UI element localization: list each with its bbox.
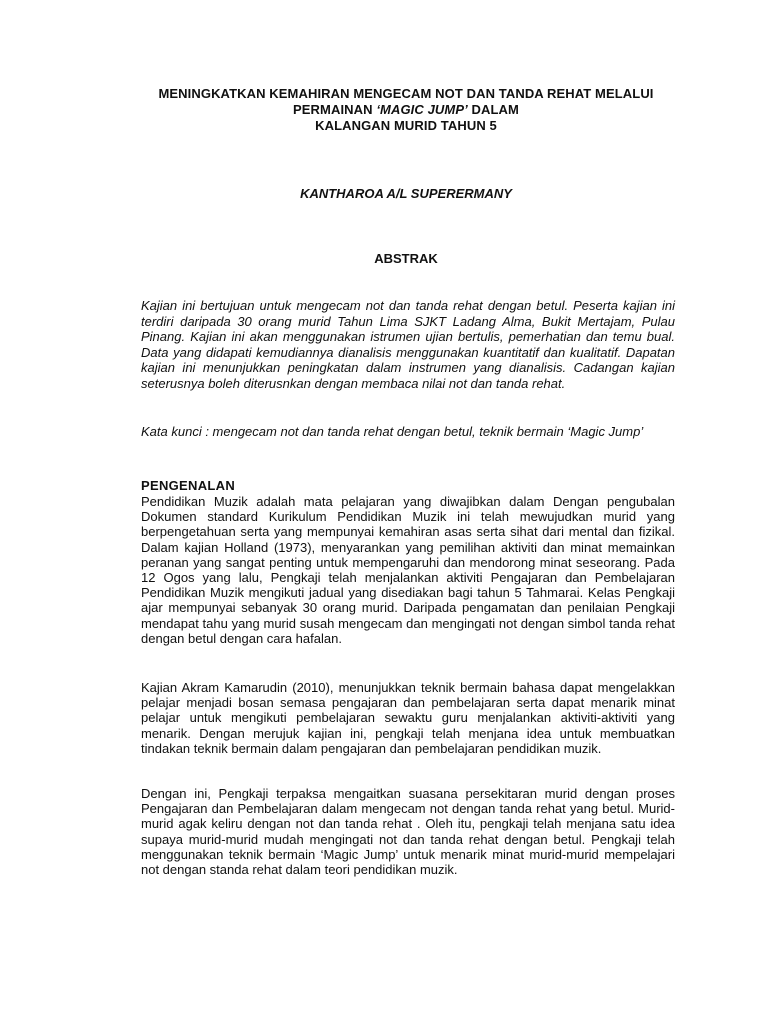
title-line-3: KALANGAN MURID TAHUN 5 (315, 118, 497, 133)
title-line-2 (100, 102, 712, 118)
paragraph-3: Dengan ini, Pengkaji terpaksa mengaitkan suasana persekitaran murid dengan proses Pengajaran dan Pembelajaran dalam mengecam not dengan tanda rehat yang betul. Murid-murid agak keliru dengan not dan tanda rehat . Oleh itu, pengkaji telah menjana satu idea supaya murid-murid mudah mengingati not dan tanda rehat dengan betul. Pengkaji telah menggunakan teknik bermain ‘Magic Jump’ untuk menarik minat murid-murid mempelajari not dengan standa rehat dalam teori pendidikan muzik. (141, 786, 675, 878)
paragraph-1: Pendidikan Muzik adalah mata pelajaran yang diwajibkan dalam Dengan pengubalan Dokumen standard Kurikulum Pendidikan Muzik ini telah mewujudkan murid yang berpengetahuan serta yang mempunyai kemahiran asas serta sihat dari mental dan fizikal. Dalam kajian Holland (1973), menyarankan yang pemilihan aktiviti dan minat memainkan peranan yang sangat penting untuk mempengaruhi dan mendorong minat seseorang. Pada 12 Ogos yang lalu, Pengkaji telah menjalankan aktiviti Pengajaran dan Pembelajaran Pendidikan Muzik mengikuti jadual yang disediakan bagi tahun 5 Tahmarai. Kelas Pengkaji ajar mempunyai sebanyak 30 orang murid. Daripada pengamatan dan penilaian Pengkaji mendapat tahu yang murid susah mengecam dan mengingati not dengan simbol tanda rehat dengan betul dengan cara hafalan. (141, 494, 675, 646)
section-heading-pengenalan: PENGENALAN (141, 478, 236, 493)
abstract-heading: ABSTRAK (374, 251, 438, 266)
paper-title (100, 86, 712, 134)
keywords: Kata kunci : mengecam not dan tanda rehat dengan betul, teknik bermain ‘Magic Jump’ (141, 424, 644, 439)
abstract-text: Kajian ini bertujuan untuk mengecam not dan tanda rehat dengan betul. Peserta kajian ini terdiri daripada 30 orang murid Tahun Lima SJKT Ladang Alma, Bukit Mertajam, Pulau Pinang. Kajian ini akan menggunakan istrumen ujian bertulis, pemerhatian dan temu bual. Data yang didapati kemudiannya dianalisis menggunakan kuantitatif dan kualitatif. Dapatan kajian ini menunjukkan peningkatan dalam instrumen yang dianalisis. Cadangan kajian seterusnya boleh diterusnkan dengan membaca nilai not dan tanda rehat. (141, 298, 675, 391)
title-line-2-italic: ‘MAGIC JUMP’ (376, 102, 468, 117)
author-name: KANTHAROA A/L SUPERERMANY (300, 186, 512, 201)
title-line-2-suffix: DALAM (467, 102, 519, 117)
paragraph-2: Kajian Akram Kamarudin (2010), menunjukkan teknik bermain bahasa dapat mengelakkan pelajar menjadi bosan semasa pengajaran dan pembelajaran serta dapat menarik minat pelajar untuk mengikuti pembelajaran sewaktu guru menjalankan aktiviti-aktiviti yang menarik. Dengan merujuk kajian ini, pengkaji telah menjana idea untuk membuatkan tindakan teknik bermain dalam pengajaran dan pembelajaran pendidikan muzik. (141, 680, 675, 756)
title-line-2-prefix: PERMAINAN (293, 102, 377, 117)
title-line-1: MENINGKATKAN KEMAHIRAN MENGECAM NOT DAN TANDA REHAT MELALUI (158, 86, 654, 101)
